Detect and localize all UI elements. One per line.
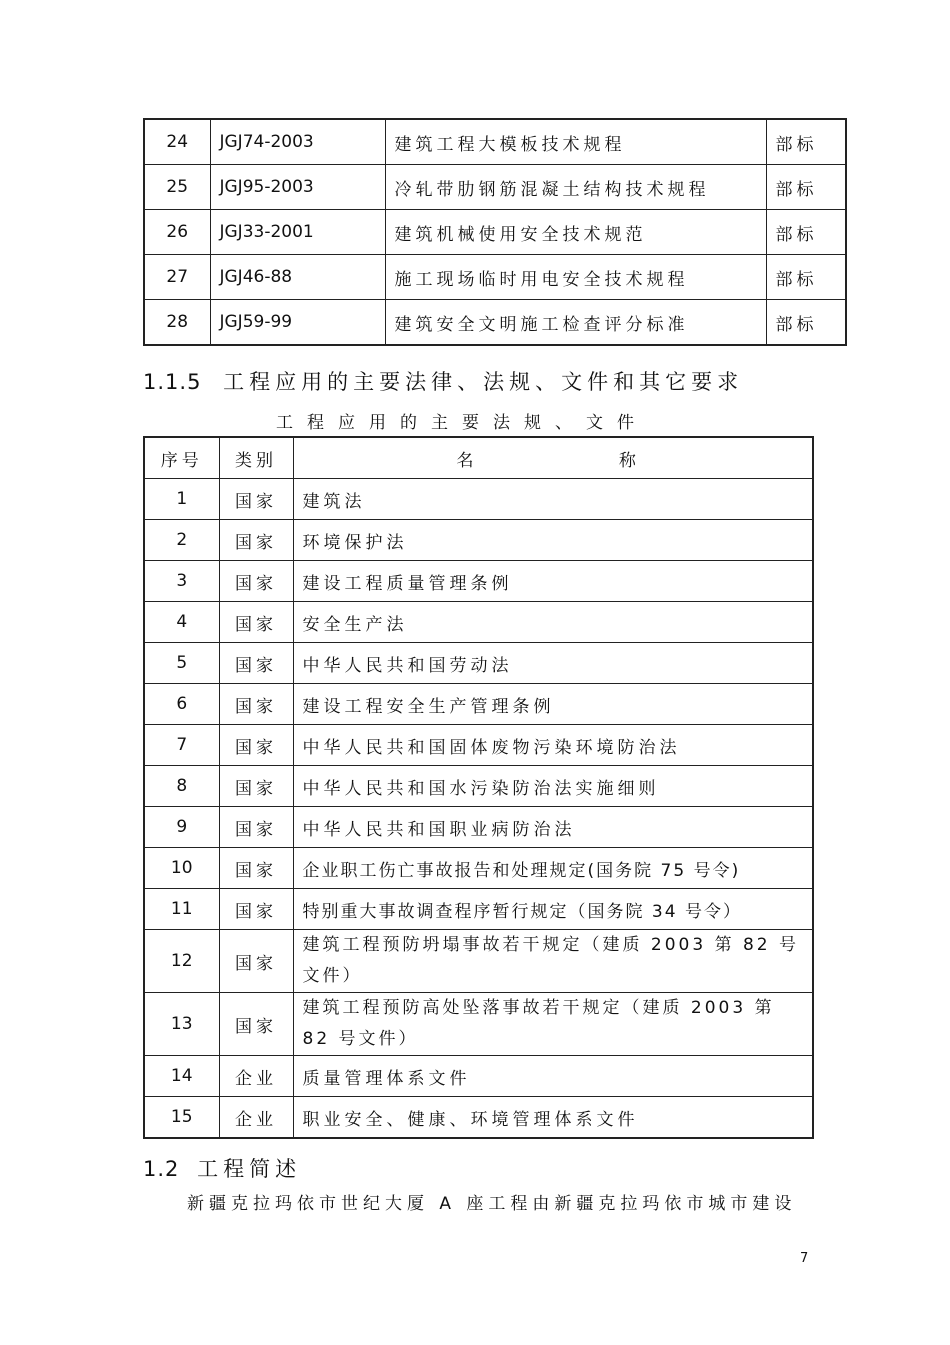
standard-name: 建筑安全文明施工检查评分标准 <box>385 300 766 346</box>
table-row <box>144 725 813 766</box>
row-number: 1 <box>144 479 219 520</box>
table-row <box>144 807 813 848</box>
body-paragraph: 新疆克拉玛依市世纪大厦 A 座工程由新疆克拉玛依市城市建设 <box>187 1194 797 1214</box>
section-heading-1-2 <box>143 1153 301 1183</box>
standards-table <box>143 118 847 346</box>
standard-code: JGJ46-88 <box>210 255 385 300</box>
table-row <box>144 210 846 255</box>
row-category: 企业 <box>219 1097 293 1139</box>
header-number: 序号 <box>144 437 219 479</box>
row-number: 24 <box>144 119 210 165</box>
table-row <box>144 520 813 561</box>
row-name: 特别重大事故调查程序暂行规定（国务院 34 号令） <box>293 889 813 930</box>
row-number: 13 <box>144 993 219 1056</box>
row-name: 建设工程安全生产管理条例 <box>293 684 813 725</box>
row-category: 国家 <box>219 848 293 889</box>
row-name: 质量管理体系文件 <box>293 1056 813 1097</box>
page-number: 7 <box>800 1251 809 1266</box>
table-caption: 工程应用的主要法规、文件 <box>276 413 648 433</box>
row-name: 环境保护法 <box>293 520 813 561</box>
row-category: 国家 <box>219 479 293 520</box>
section-heading-1-1-5 <box>143 366 743 396</box>
standard-name: 建筑工程大模板技术规程 <box>385 119 766 165</box>
standard-name: 建筑机械使用安全技术规范 <box>385 210 766 255</box>
row-name: 建设工程质量管理条例 <box>293 561 813 602</box>
table-row <box>144 561 813 602</box>
row-category: 国家 <box>219 520 293 561</box>
header-name <box>293 437 813 479</box>
row-number: 28 <box>144 300 210 346</box>
row-number: 7 <box>144 725 219 766</box>
standard-code: JGJ95-2003 <box>210 165 385 210</box>
standard-code: JGJ33-2001 <box>210 210 385 255</box>
standard-level: 部标 <box>766 119 846 165</box>
row-name: 职业安全、健康、环境管理体系文件 <box>293 1097 813 1139</box>
row-number: 8 <box>144 766 219 807</box>
table-row <box>144 1056 813 1097</box>
row-name: 安全生产法 <box>293 602 813 643</box>
table-row <box>144 165 846 210</box>
row-number: 6 <box>144 684 219 725</box>
row-number: 3 <box>144 561 219 602</box>
table-row <box>144 255 846 300</box>
standard-level: 部标 <box>766 165 846 210</box>
table-row <box>144 766 813 807</box>
row-name: 建筑法 <box>293 479 813 520</box>
row-category: 国家 <box>219 643 293 684</box>
row-number: 27 <box>144 255 210 300</box>
table-row <box>144 1097 813 1139</box>
row-name: 中华人民共和国水污染防治法实施细则 <box>293 766 813 807</box>
table-row <box>144 993 813 1056</box>
row-number: 11 <box>144 889 219 930</box>
row-category: 国家 <box>219 766 293 807</box>
row-number: 4 <box>144 602 219 643</box>
laws-table <box>143 436 814 1139</box>
row-category: 国家 <box>219 725 293 766</box>
row-category: 国家 <box>219 561 293 602</box>
table-row <box>144 602 813 643</box>
table-row <box>144 889 813 930</box>
table-row <box>144 479 813 520</box>
table-row <box>144 300 846 346</box>
section-number: 1.1.5 <box>143 370 202 394</box>
header-name-left: 名 <box>456 450 474 471</box>
row-number: 15 <box>144 1097 219 1139</box>
standard-code: JGJ74-2003 <box>210 119 385 165</box>
row-number: 9 <box>144 807 219 848</box>
row-category: 国家 <box>219 930 293 993</box>
header-name-right: 称 <box>618 450 636 471</box>
header-category: 类别 <box>219 437 293 479</box>
row-category: 国家 <box>219 684 293 725</box>
section-title: 工程应用的主要法律、法规、文件和其它要求 <box>223 370 744 394</box>
standard-name: 冷轧带肋钢筋混凝土结构技术规程 <box>385 165 766 210</box>
standard-level: 部标 <box>766 210 846 255</box>
row-name: 企业职工伤亡事故报告和处理规定(国务院 75 号令) <box>293 848 813 889</box>
table-row <box>144 119 846 165</box>
row-name: 中华人民共和国职业病防治法 <box>293 807 813 848</box>
table-row <box>144 643 813 684</box>
table-header-row <box>144 437 813 479</box>
row-name: 中华人民共和国劳动法 <box>293 643 813 684</box>
row-category: 国家 <box>219 807 293 848</box>
table-row <box>144 684 813 725</box>
row-category: 国家 <box>219 993 293 1056</box>
row-name: 中华人民共和国固体废物污染环境防治法 <box>293 725 813 766</box>
row-number: 26 <box>144 210 210 255</box>
row-number: 2 <box>144 520 219 561</box>
row-category: 国家 <box>219 602 293 643</box>
row-number: 10 <box>144 848 219 889</box>
standard-level: 部标 <box>766 300 846 346</box>
table-row <box>144 930 813 993</box>
row-category: 企业 <box>219 1056 293 1097</box>
row-category: 国家 <box>219 889 293 930</box>
row-name: 建筑工程预防坍塌事故若干规定（建质 2003 第 82 号文件） <box>293 930 813 993</box>
row-number: 5 <box>144 643 219 684</box>
standard-level: 部标 <box>766 255 846 300</box>
row-number: 12 <box>144 930 219 993</box>
row-number: 14 <box>144 1056 219 1097</box>
row-name: 建筑工程预防高处坠落事故若干规定（建质 2003 第 82 号文件） <box>293 993 813 1056</box>
row-number: 25 <box>144 165 210 210</box>
section-number: 1.2 <box>143 1157 180 1181</box>
table-row <box>144 848 813 889</box>
section-title: 工程简述 <box>197 1157 302 1181</box>
standard-name: 施工现场临时用电安全技术规程 <box>385 255 766 300</box>
standard-code: JGJ59-99 <box>210 300 385 346</box>
